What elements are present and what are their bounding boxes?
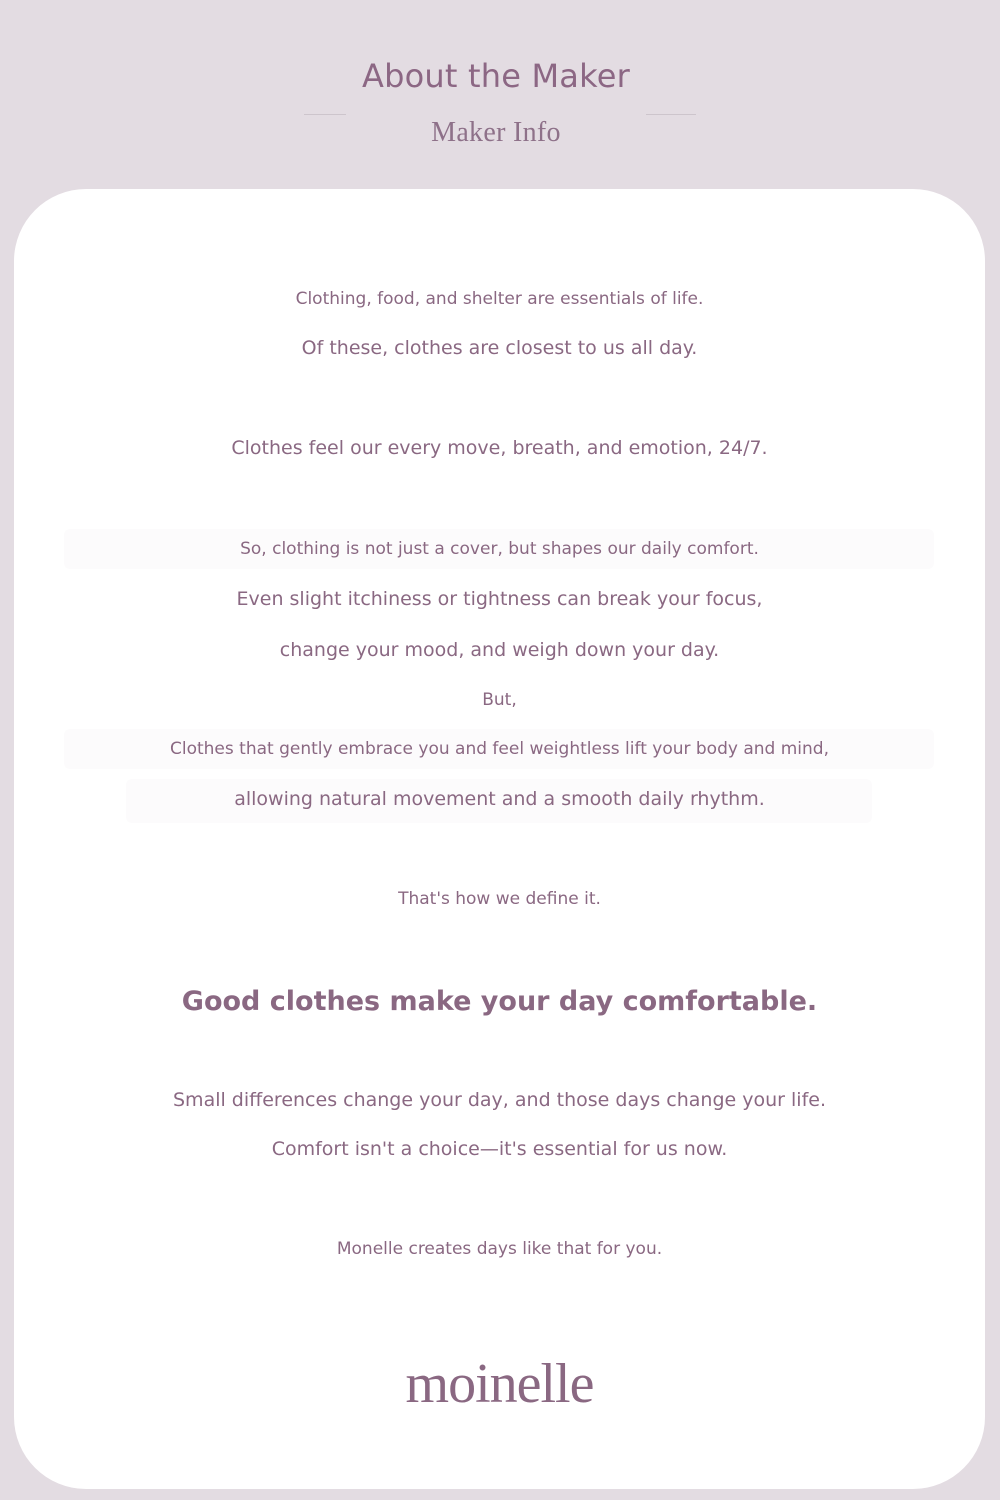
story-line: change your mood, and weigh down your day. (279, 639, 720, 661)
page-title: About the Maker (362, 57, 630, 95)
headline: Good clothes make your day comfortable. (181, 986, 818, 1017)
maker-story-card (14, 189, 985, 1489)
story-line: That's how we define it. (398, 889, 601, 909)
story-line: Of these, clothes are closest to us all day. (301, 337, 698, 359)
story-line: But, (482, 690, 517, 710)
page-subtitle: Maker Info (431, 117, 561, 148)
subtitle-rule-right (646, 114, 696, 115)
brand-logo: moinelle (405, 1353, 594, 1415)
story-line: Clothes feel our every move, breath, and emotion, 24/7. (231, 437, 768, 459)
story-line: So, clothing is not just a cover, but shapes our daily comfort. (240, 539, 759, 559)
closing-line: Comfort isn't a choice—it's essential for us now. (271, 1138, 728, 1160)
story-line: allowing natural movement and a smooth daily rhythm. (234, 788, 765, 810)
closing-line: Small differences change your day, and those days change your life. (173, 1089, 826, 1111)
closing-line: Monelle creates days like that for you. (336, 1239, 663, 1259)
story-line: Clothes that gently embrace you and feel weightless lift your body and mind, (170, 739, 829, 759)
story-line: Clothing, food, and shelter are essentials of life. (295, 289, 704, 309)
page-header (0, 0, 1000, 185)
story-line: Even slight itchiness or tightness can break your focus, (236, 588, 763, 610)
